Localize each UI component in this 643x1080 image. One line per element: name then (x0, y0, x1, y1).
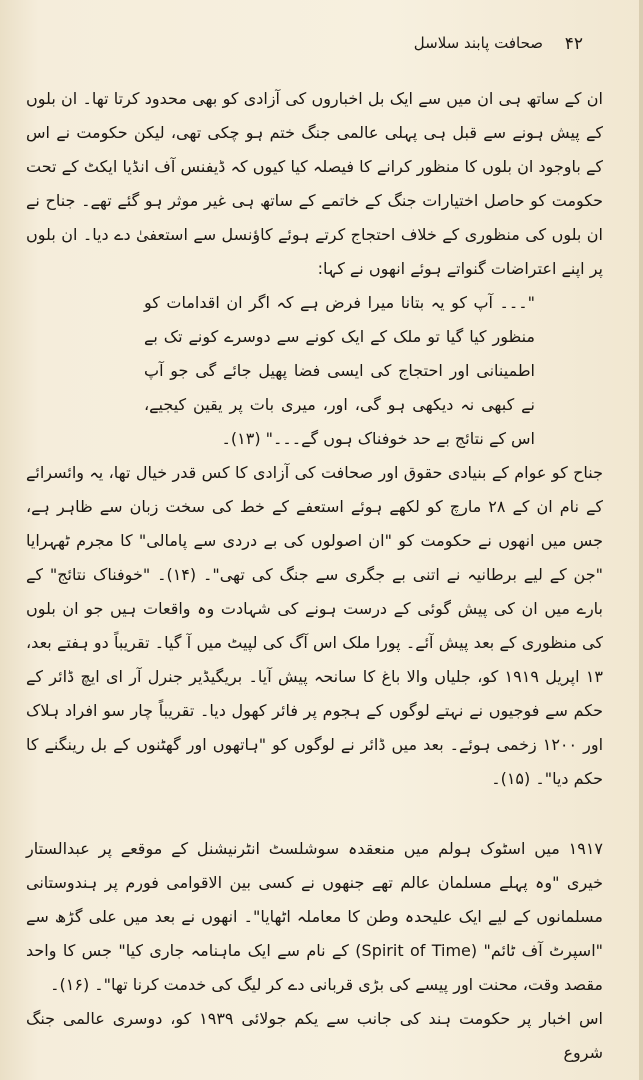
page-number: ۴۲ (564, 34, 583, 54)
section-gap (26, 796, 603, 832)
page-edge (639, 0, 643, 1080)
paragraph-ban: اس اخبار پر حکومت ہند کی جانب سے یکم جولائی ۱۹۳۹ کو، دوسری عالمی جنگ شروع (26, 1009, 603, 1062)
paragraph-khairi-end: اور پیسے کی بڑی قربانی دے کر لیگ کی خدمت کرنا تھا"۔ (۱۶)۔ (50, 975, 474, 994)
paragraph-khairi (26, 832, 603, 1002)
paragraph-khairi-text: ۱۹۱۷ میں اسٹوک ہولم میں منعقدہ سوشلسٹ انٹرنیشنل کے موقعے پر عبدالستار خیری "وہ پہلے مسلمان عالم تھے جنھوں نے کسی بین الاقوامی فورم پر ہندوستانی مسلمانوں کے لیے ایک علیحدہ وطن کا معاملہ اٹھایا"۔ انھوں نے بعد میں علی گڑھ سے "اسپرٹ آف ٹائم" (26, 839, 604, 960)
page-header (0, 34, 643, 60)
paragraph-khairi-continued: کے نام سے ایک ماہنامہ جاری کیا" جس کا واحد مقصد وقت، محنت (26, 941, 603, 994)
spirit-of-time-latin: (Spirit of Time) (355, 941, 478, 960)
running-title: صحافت پابند سلاسل (413, 34, 543, 52)
quote-jinnah: "۔۔۔ آپ کو یہ بتانا میرا فرض ہے کہ اگر ان اقدامات کو منظور کیا گیا تو ملک کے ایک کونے سے دوسرے کونے تک بے اطمینانی اور احتجاج کی ایسی فضا پھیل جائے گی جو آپ نے کبھی نہ دیکھی ہو گی، اور، میری بات پر یقین کیجیے، اس کے نتائج بے حد خوفناک ہوں گے۔۔۔" (۱۳)۔ (144, 293, 535, 448)
page-body (26, 82, 603, 1070)
paragraph-bills: ان کے ساتھ ہی ان میں سے ایک بل اخباروں کی آزادی کو بھی محدود کرتا تھا۔ ان بلوں کے پیش ہونے سے قبل ہی پہلی عالمی جنگ ختم ہو چکی تھی، لیکن حکومت نے اس کے باوجود ان بلوں کا منظور کرانے کا فیصلہ کیا کیوں کہ ڈیفنس آف انڈیا ایکٹ کے تحت حکومت کو حاصل اختیارات جنگ کے خاتمے کے ساتھ ہی غیر موثر ہو گئے تھے۔ جناح نے ان بلوں کی منظوری کے خلاف احتجاج کرتے ہوئے کاؤنسل سے استعفیٰ دے دیا۔ ان بلوں پر اپنے اعتراضات گنواتے ہوئے انھوں نے کہا: (26, 89, 603, 278)
paragraph-jallianwala: جناح کو عوام کے بنیادی حقوق اور صحافت کی آزادی کا کس قدر خیال تھا، یہ وائسرائے کے نام ان کے ۲۸ مارچ کو لکھے ہوئے استعفے کے خط کی سخت زبان سے ظاہر ہے، جس میں انھوں نے حکومت کو "ان اصولوں کی بے دردی سے پامالی" کا مجرم ٹھہرایا "جن کے لیے برطانیہ نے اتنی بے جگری سے جنگ کی تھی"۔ (۱۴)۔ "خوفناک نتائج" کے بارے میں ان کی پیش گوئی کے درست ہونے کی شہادت وہ واقعات ہیں جو ان بلوں کی منظوری کے بعد پیش آئے۔ پورا ملک اس آگ کی لپیٹ میں آ گیا۔ تقریباً دو ہفتے بعد، ۱۳ اپریل ۱۹۱۹ کو، جلیاں والا باغ کا سانحہ پیش آیا۔ بریگیڈیر جنرل آر ای ایچ ڈائر کے حکم سے فوجیوں نے نہتے لوگوں کے ہجوم پر فائر کھول دیا۔ تقریباً چار سو افراد ہلاک اور ۱۲۰۰ زخمی ہوئے۔ بعد میں ڈائر نے لوگوں کو "ہاتھوں اور گھٹنوں کے بل رینگنے کا حکم دیا"۔ (۱۵)۔ (26, 463, 604, 788)
